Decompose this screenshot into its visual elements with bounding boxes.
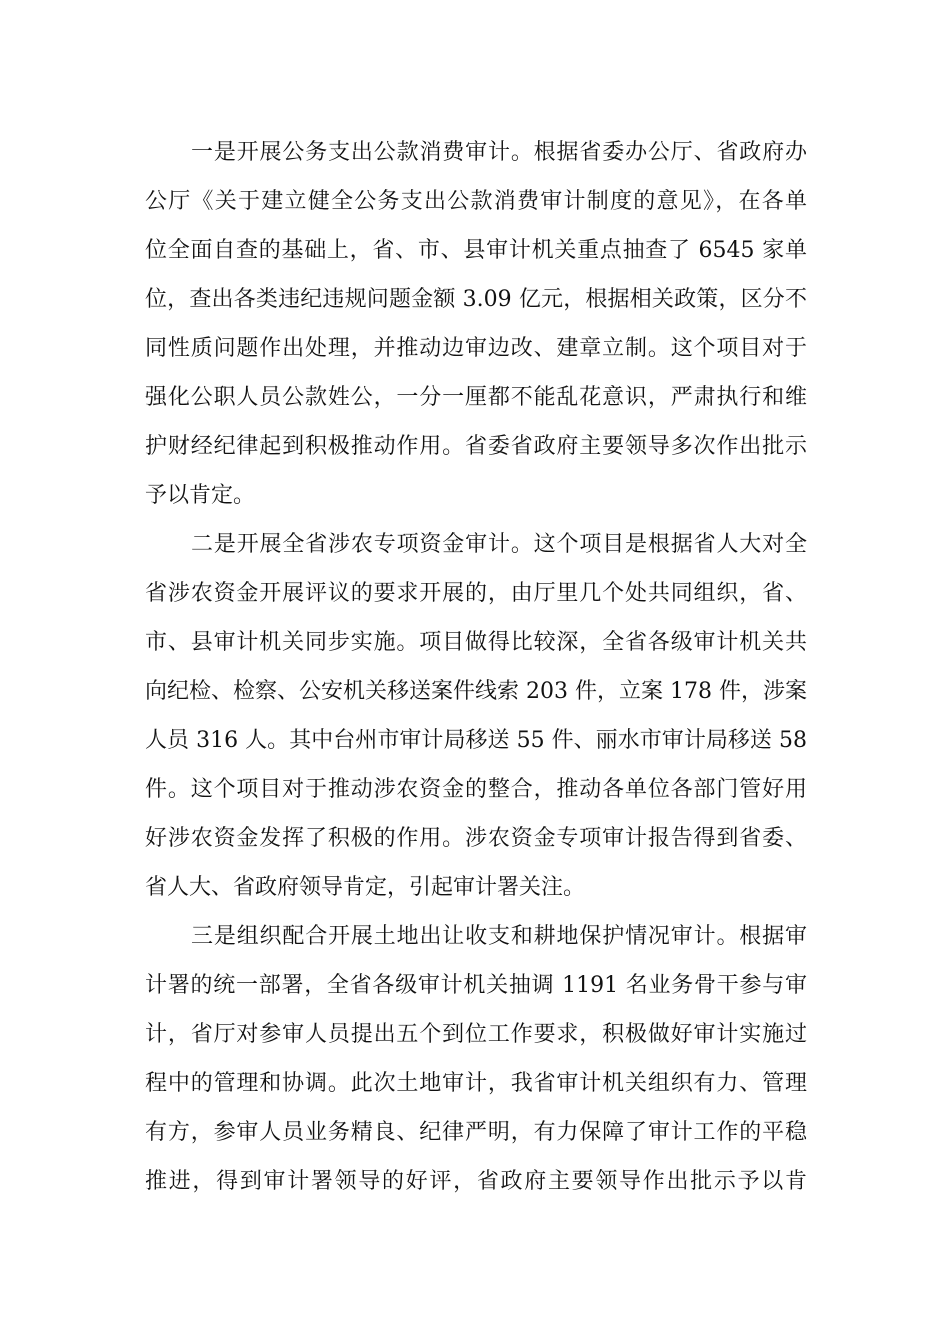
paragraph-line: 市、县审计机关同步实施。项目做得比较深，全省各级审计机关共 [145, 630, 807, 655]
paragraph-line: 省涉农资金开展评议的要求开展的，由厅里几个处共同组织，省、 [145, 581, 807, 606]
paragraph-line: 向纪检、检察、公安机关移送案件线索 203 件，立案 178 件，涉案 [145, 679, 807, 704]
paragraph-line: 推进，得到审计署领导的好评，省政府主要领导作出批示予以肯 [145, 1169, 807, 1194]
paragraph-line: 人员 316 人。其中台州市审计局移送 55 件、丽水市审计局移送 58 [145, 728, 807, 753]
paragraph-line: 位，查出各类违纪违规问题金额 3.09 亿元，根据相关政策，区分不 [145, 287, 807, 312]
paragraph-line: 件。这个项目对于推动涉农资金的整合，推动各单位各部门管好用 [145, 777, 807, 802]
paragraph-line: 二是开展全省涉农专项资金审计。这个项目是根据省人大对全 [191, 532, 807, 557]
paragraph-line: 位全面自查的基础上，省、市、县审计机关重点抽查了 6545 家单 [145, 238, 807, 263]
paragraph-line: 公厅《关于建立健全公务支出公款消费审计制度的意见》，在各单 [145, 189, 807, 214]
paragraph-line: 计署的统一部署，全省各级审计机关抽调 1191 名业务骨干参与审 [145, 973, 807, 998]
paragraph-line: 程中的管理和协调。此次土地审计，我省审计机关组织有力、管理 [145, 1071, 807, 1096]
paragraph-line: 三是组织配合开展土地出让收支和耕地保护情况审计。根据审 [191, 924, 807, 949]
paragraph-line: 同性质问题作出处理，并推动边审边改、建章立制。这个项目对于 [145, 336, 807, 361]
paragraph-line: 护财经纪律起到积极推动作用。省委省政府主要领导多次作出批示 [145, 434, 807, 459]
paragraph-line: 强化公职人员公款姓公，一分一厘都不能乱花意识，严肃执行和维 [145, 385, 807, 410]
paragraph-line: 好涉农资金发挥了积极的作用。涉农资金专项审计报告得到省委、 [145, 826, 807, 851]
paragraph-line: 省人大、省政府领导肯定，引起审计署关注。 [145, 875, 586, 900]
paragraph-line: 予以肯定。 [145, 483, 256, 508]
paragraph-line: 计，省厅对参审人员提出五个到位工作要求，积极做好审计实施过 [145, 1022, 807, 1047]
paragraph-line: 一是开展公务支出公款消费审计。根据省委办公厅、省政府办 [191, 140, 807, 165]
paragraph-line: 有方，参审人员业务精良、纪律严明，有力保障了审计工作的平稳 [145, 1120, 807, 1145]
